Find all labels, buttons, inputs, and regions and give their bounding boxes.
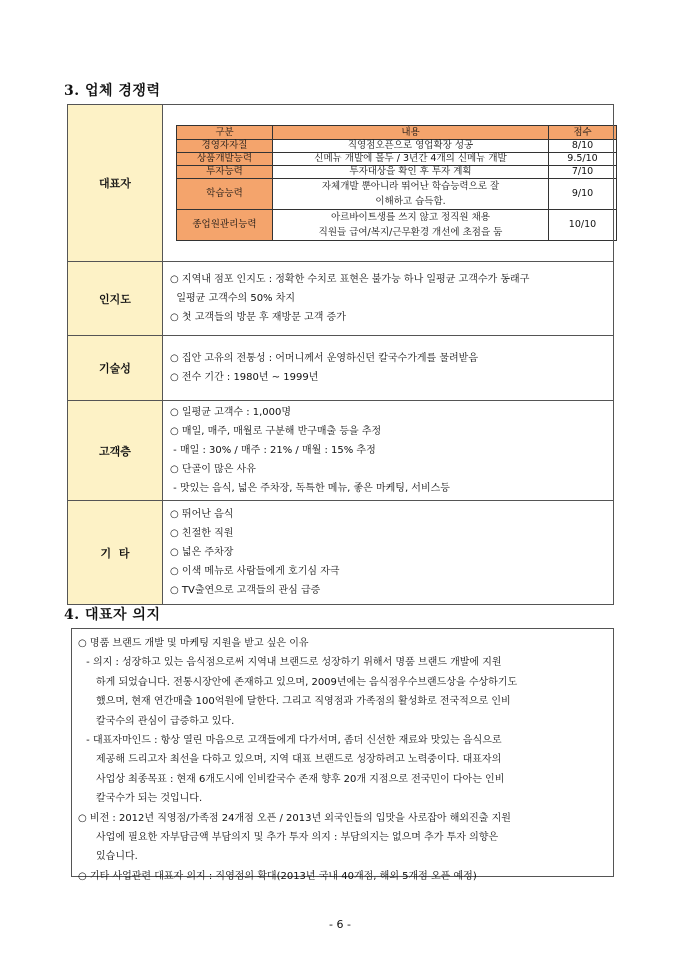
content-line: ○ 뛰어난 음식 xyxy=(170,509,234,520)
score-row xyxy=(177,179,617,210)
content-line: ○ 넓은 주차장 xyxy=(170,547,234,558)
score-content xyxy=(273,179,549,210)
score-category: 경영자자질 xyxy=(177,140,273,153)
score-content-line: 직영점오픈으로 영업확장 성공 xyxy=(347,140,474,151)
will-line: 사업에 필요한 자부담금액 부담의지 및 추가 투자 의지 : 부담의지는 없으며 추가 투자 의향은 xyxy=(96,831,499,843)
representative-cell xyxy=(163,105,614,262)
content-line: ○ 전수 기간 : 1980년 ~ 1999년 xyxy=(170,372,319,383)
score-category: 종업원관리능력 xyxy=(177,210,273,241)
will-line: 했으며, 현재 연간매출 100억원에 달한다. 그리고 직영점과 가족점의 활성화로 전국적으로 인비 xyxy=(96,696,511,708)
content-line: ○ 이색 메뉴로 사람들에게 호기심 자극 xyxy=(170,566,340,577)
score-category: 투자능력 xyxy=(177,166,273,179)
score-value: 8/10 xyxy=(549,140,617,153)
header-category: 구분 xyxy=(177,126,273,140)
score-content-line: 이해하고 습득함. xyxy=(375,196,446,207)
label-representative: 대표자 xyxy=(68,105,163,262)
technology-cell xyxy=(163,336,614,401)
will-line: 하게 되었습니다. 전통시장안에 존재하고 있으며, 2009년에는 음식점우수브랜드상을 수상하기도 xyxy=(96,676,518,688)
score-content-line: 신메뉴 개발에 몰두 / 3년간 4개의 신메뉴 개발 xyxy=(314,153,507,164)
score-content-line: 자체개발 뿐아니라 뛰어난 학습능력으로 잘 xyxy=(321,181,500,192)
row-representative xyxy=(68,105,614,262)
will-line: ○ 명품 브랜드 개발 및 마케팅 지원을 받고 싶은 이유 xyxy=(78,638,309,649)
content-line: ○ 단골이 많은 사유 xyxy=(170,464,256,475)
content-line: - 맛있는 음식, 넓은 주차장, 독특한 메뉴, 좋은 마케팅, 서비스등 xyxy=(170,483,450,494)
will-line: ○ 비전 : 2012년 직영점/가족점 24개점 오픈 / 2013년 외국인들의 입맛을 사로잡아 해외진출 지원 xyxy=(78,812,511,824)
content-line: ○ 친절한 직원 xyxy=(170,528,234,539)
row-technology xyxy=(68,336,614,401)
score-content xyxy=(273,153,549,166)
row-other xyxy=(68,501,614,605)
score-category: 상품개발능력 xyxy=(177,153,273,166)
content-line: ○ 일평균 고객수 : 1,000명 xyxy=(170,407,292,418)
competitiveness-table xyxy=(67,104,614,605)
page-number: - 6 - xyxy=(329,918,351,931)
score-row xyxy=(177,140,617,153)
score-row xyxy=(177,153,617,166)
customer-base-cell xyxy=(163,401,614,501)
score-content-line: 직원들 급여/복지/근무환경 개선에 초점을 둠 xyxy=(318,227,503,238)
score-value: 9/10 xyxy=(549,179,617,210)
representative-score-table xyxy=(176,125,617,241)
representative-will-box xyxy=(71,628,614,882)
label-awareness: 인지도 xyxy=(68,262,163,336)
will-line: 제공해 드리고자 최선을 다하고 있으며, 지역 대표 브랜드로 성장하려고 노력중이다. 대표자의 xyxy=(96,754,502,766)
awareness-cell xyxy=(163,262,614,336)
score-value: 9.5/10 xyxy=(549,153,617,166)
will-line: 칼국수의 관심이 급증하고 있다. xyxy=(96,715,235,727)
score-content xyxy=(273,140,549,153)
label-other: 기 타 xyxy=(68,501,163,605)
content-line: ○ 첫 고객들의 방문 후 재방문 고객 증가 xyxy=(170,312,346,323)
header-score: 점수 xyxy=(549,126,617,140)
content-line: 일평균 고객수의 50% 차지 xyxy=(170,293,296,304)
score-content-line: 투자대상을 확인 후 투자 계획 xyxy=(349,166,472,177)
content-line: ○ 집안 고유의 전통성 : 어머니께서 운영하신던 칼국수가게를 물려받음 xyxy=(170,353,479,364)
section-4-heading: 4. 대표자 의지 xyxy=(64,607,161,623)
score-content xyxy=(273,166,549,179)
score-category: 학습능력 xyxy=(177,179,273,210)
score-value: 7/10 xyxy=(549,166,617,179)
will-line: - 의지 : 성장하고 있는 음식점으로써 지역내 브랜드로 성장하기 위해서 명품 브랜드 개발에 지원 xyxy=(83,657,502,669)
row-customer-base xyxy=(68,401,614,501)
content-line: ○ TV출연으로 고객들의 관심 급증 xyxy=(170,585,321,596)
score-content-line: 아르바이트생를 쓰지 않고 정직원 채용 xyxy=(331,212,490,223)
content-line: ○ 매일, 매주, 매월로 구분해 반구매출 등을 추정 xyxy=(170,426,382,437)
content-line: - 매일 : 30% / 매주 : 21% / 매월 : 15% 추정 xyxy=(170,445,376,456)
header-content: 내용 xyxy=(273,126,549,140)
other-cell xyxy=(163,501,614,605)
will-line: 사업상 최종목표 : 현재 6개도시에 인비칼국수 존재 향후 20개 지점으로 전국민이 다아는 인비 xyxy=(96,773,505,785)
section-3-heading: 3. 업체 경쟁력 xyxy=(64,83,161,99)
will-line: 칼국수가 되는 것입니다. xyxy=(96,793,203,805)
will-line: - 대표자마인드 : 항상 열린 마음으로 고객들에게 다가서며, 좀더 신선한 재료와 맛있는 음식으로 xyxy=(83,734,502,746)
label-customer-base: 고객층 xyxy=(68,401,163,501)
score-content xyxy=(273,210,549,241)
score-value: 10/10 xyxy=(549,210,617,241)
score-row xyxy=(177,166,617,179)
will-line: 있습니다. xyxy=(96,851,138,863)
row-awareness xyxy=(68,262,614,336)
content-line: ○ 지역내 점포 인지도 : 정확한 수치로 표현은 불가능 하나 일평균 고객수가 동래구 xyxy=(170,274,530,285)
label-technology: 기술성 xyxy=(68,336,163,401)
will-line: ○ 기타 사업관련 대표자 의지 : 직영점의 확대(2013년 국내 40개점, 해외 5개점 오픈 예정) xyxy=(78,870,477,882)
score-row xyxy=(177,210,617,241)
